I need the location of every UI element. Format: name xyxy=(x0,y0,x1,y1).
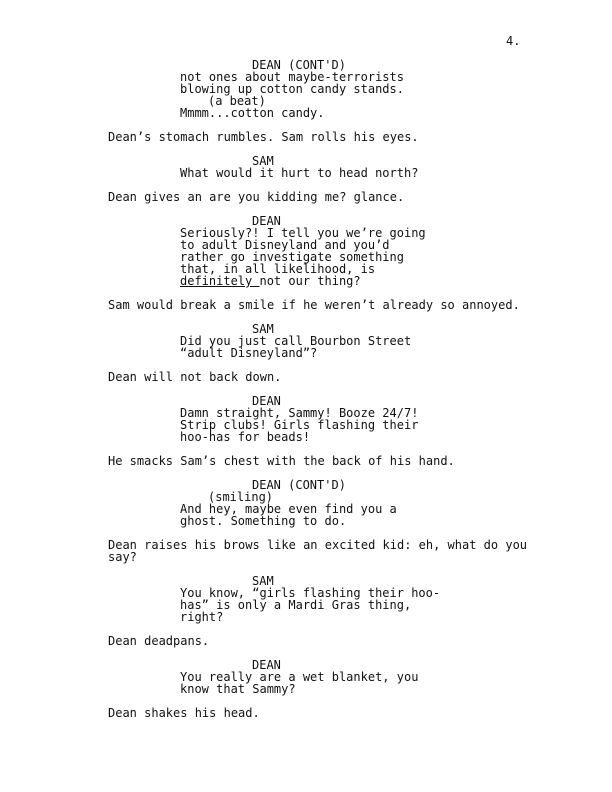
parenthetical: (a beat) xyxy=(208,94,266,108)
action-line: say? xyxy=(108,550,137,564)
action-line: Dean deadpans. xyxy=(108,634,210,648)
action-line: Dean’s stomach rumbles. Sam rolls his eyes. xyxy=(108,130,419,144)
character-name: SAM xyxy=(252,322,274,336)
dialogue-line xyxy=(108,275,548,287)
character-name: DEAN xyxy=(252,394,281,408)
blank-line xyxy=(108,143,548,155)
blank-line xyxy=(108,563,548,575)
page-number: 4. xyxy=(506,34,521,48)
parenthetical: (smiling) xyxy=(208,490,274,504)
action-line: Dean raises his brows like an excited kid: eh, what do you xyxy=(108,538,528,552)
dialogue-line: blowing up cotton candy stands. xyxy=(180,82,404,96)
action-line: Sam would break a smile if he weren’t already so annoyed. xyxy=(108,298,520,312)
dialogue-text: not our thing? xyxy=(259,274,361,288)
dialogue-line: not ones about maybe-terrorists xyxy=(180,70,404,84)
blank-line xyxy=(108,647,548,659)
character-name: DEAN (CONT'D) xyxy=(252,478,346,492)
action-line: He smacks Sam’s chest with the back of his hand. xyxy=(108,454,455,468)
dialogue-line: You know, “girls flashing their hoo- xyxy=(180,586,441,600)
character-name: SAM xyxy=(252,154,274,168)
action-line: Dean shakes his head. xyxy=(108,706,260,720)
dialogue-line: rather go investigate something xyxy=(180,250,404,264)
dialogue-line: Damn straight, Sammy! Booze 24/7! xyxy=(180,406,419,420)
dialogue-line: hoo-has for beads! xyxy=(180,430,311,444)
character-name: DEAN (CONT'D) xyxy=(252,58,346,72)
character-name: SAM xyxy=(252,574,274,588)
dialogue-line: Mmmm...cotton candy. xyxy=(180,106,325,120)
screenplay-body xyxy=(108,59,548,719)
dialogue-line: What would it hurt to head north? xyxy=(180,166,419,180)
dialogue-line: to adult Disneyland and you’d xyxy=(180,238,390,252)
dialogue-line: “adult Disneyland”? xyxy=(180,346,318,360)
dialogue-line: Strip clubs! Girls flashing their xyxy=(180,418,419,432)
character-name: DEAN xyxy=(252,214,281,228)
dialogue-line: know that Sammy? xyxy=(180,682,296,696)
blank-line xyxy=(108,203,548,215)
dialogue-line: has” is only a Mardi Gras thing, xyxy=(180,598,412,612)
dialogue-line: ghost. Something to do. xyxy=(180,514,347,528)
action-line: Dean gives an are you kidding me? glance. xyxy=(108,190,405,204)
dialogue-line: And hey, maybe even find you a xyxy=(180,502,397,516)
character-name: DEAN xyxy=(252,658,281,672)
dialogue-line: right? xyxy=(180,610,224,624)
dialogue-line: that, in all likelihood, is xyxy=(180,262,376,276)
blank-line xyxy=(108,383,548,395)
dialogue-line: You really are a wet blanket, you xyxy=(180,670,419,684)
dialogue-line: Did you just call Bourbon Street xyxy=(180,334,412,348)
action-line: Dean will not back down. xyxy=(108,370,282,384)
dialogue-line: Seriously?! I tell you we’re going xyxy=(180,226,426,240)
underlined-text: definitely xyxy=(180,274,260,288)
blank-line xyxy=(108,311,548,323)
